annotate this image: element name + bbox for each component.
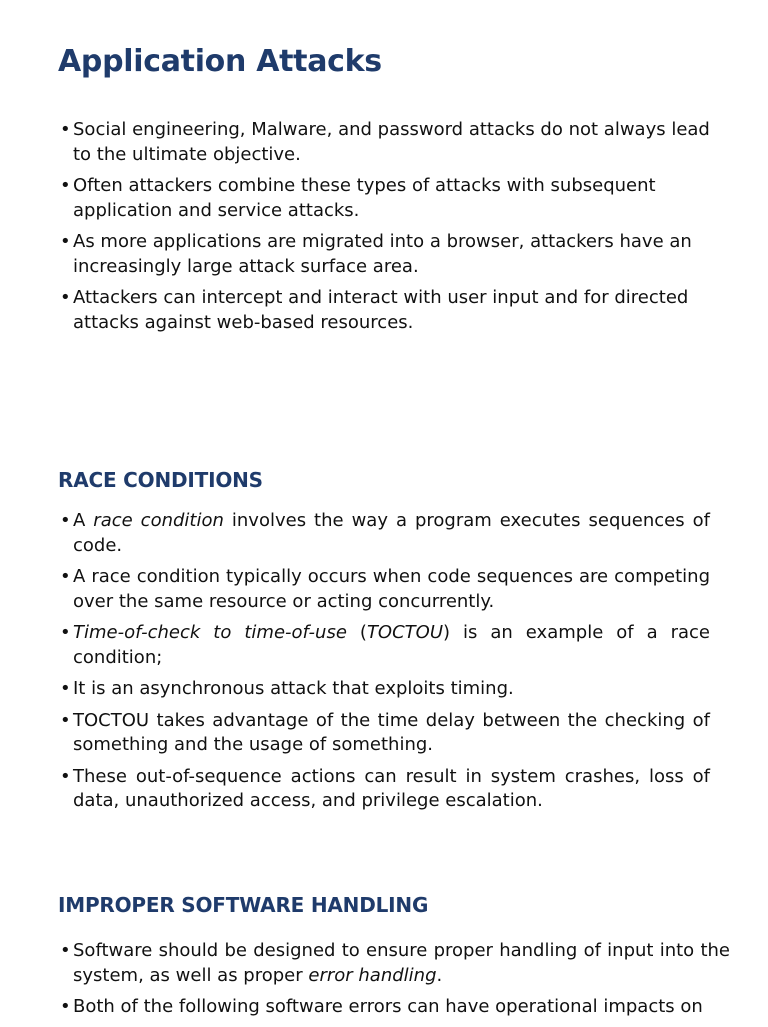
section-heading-race-conditions: RACE CONDITIONS [58,468,263,492]
list-item: • Often attackers combine these types of attacks with subsequent application and service attacks. [60,174,710,223]
text-run: . [436,964,443,986]
emphasis-text: TOCTOU [366,622,444,643]
emphasis-text: race condition [93,510,224,531]
text-run: A [73,510,94,531]
list-item [60,621,710,670]
list-item: • It is an asynchronous attack that exploits timing. [60,677,710,702]
page-title: Application Attacks [58,44,382,79]
list-item: • Social engineering, Malware, and password attacks do not always lead to the ultimate objective. [60,118,710,167]
list-item: • These out-of-sequence actions can result in system crashes, loss of data, unauthorized access, and privilege escalation. [60,765,710,814]
list-item: • As more applications are migrated into a browser, attackers have an increasingly large attack surface area. [60,230,710,279]
emphasis-text: error handling [308,964,437,986]
list-item: • Both of the following software errors can have operational impacts on [60,995,730,1020]
list-item [60,939,730,988]
list-item: • TOCTOU takes advantage of the time delay between the checking of something and the usage of something. [60,709,710,758]
race-conditions-bullet-list [60,509,710,821]
list-item: • A race condition typically occurs when code sequences are competing over the same resource or acting concurrently. [60,565,710,614]
section-heading-improper-software-handling: IMPROPER SOFTWARE HANDLING [58,893,429,917]
software-handling-bullet-list [60,939,730,1027]
text-run: Software should be designed to ensure proper handling of input into the system, as well as proper [73,940,730,986]
text-run: ) is an example of a race condition; [73,622,710,668]
text-run: ( [346,622,367,643]
list-item: • Attackers can intercept and interact with user input and for directed attacks against web-based resources. [60,286,710,335]
text-run: involves the way a program executes sequences of code. [73,510,710,556]
emphasis-text: Time-of-check to time-of-use [73,622,347,643]
list-item [60,509,710,558]
intro-bullet-list [60,118,710,342]
